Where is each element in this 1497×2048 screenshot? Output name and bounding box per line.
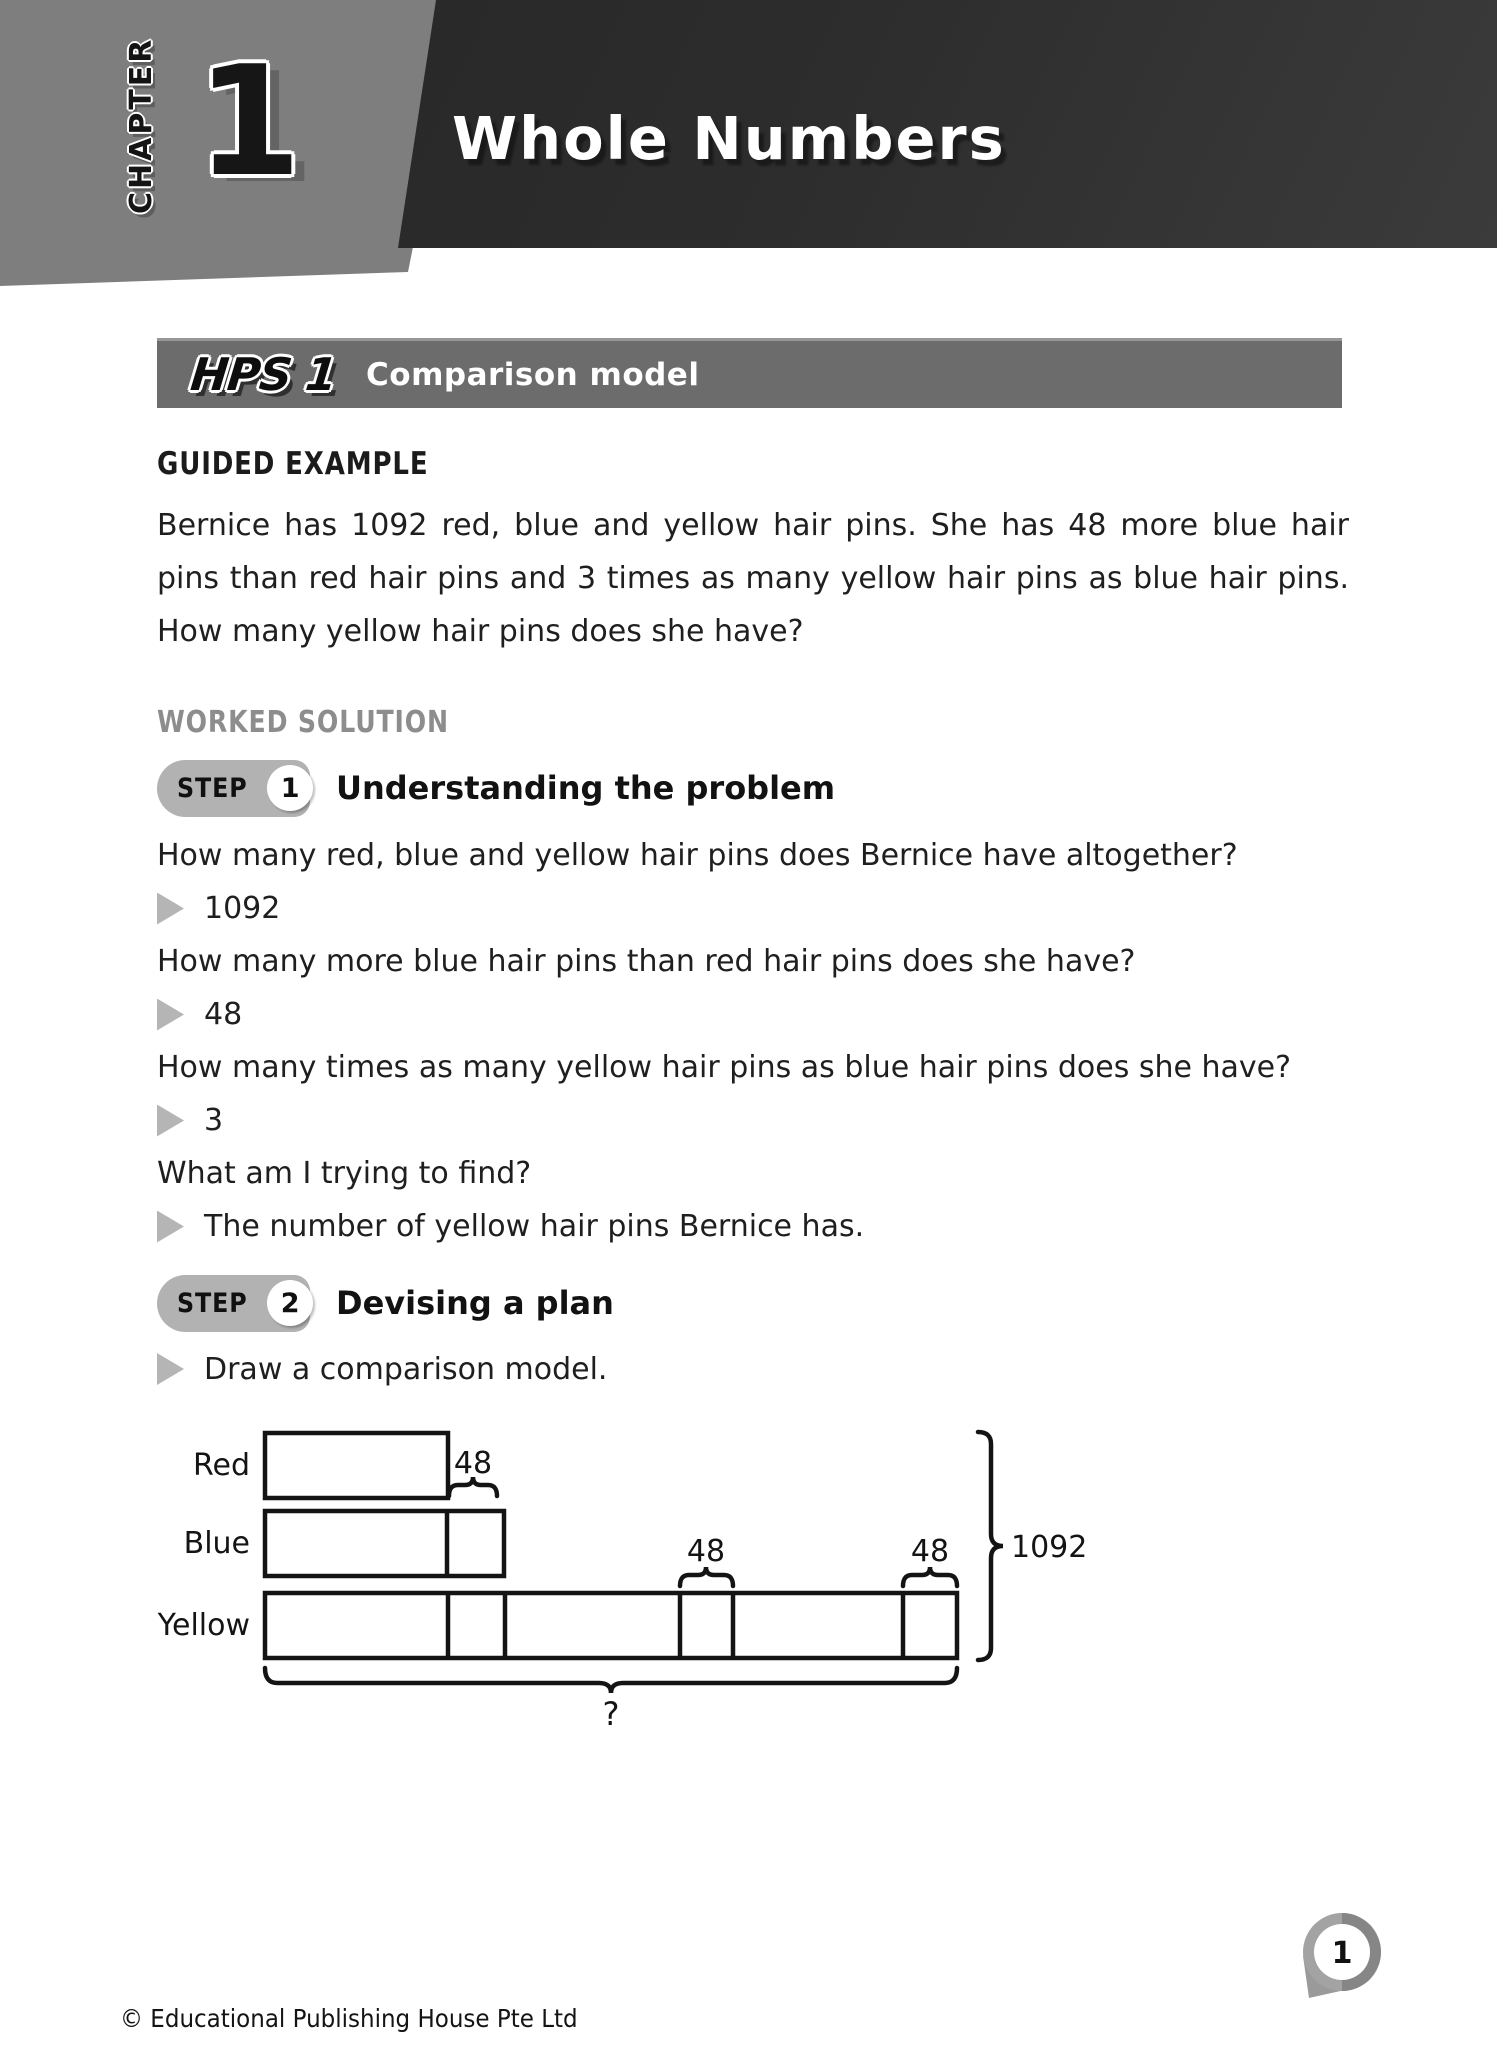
brace-48-yellow-1 — [680, 1567, 733, 1586]
segment-48-label-2: 48 — [686, 1534, 726, 1569]
model-bars — [265, 1433, 957, 1658]
answer-text: The number of yellow hair pins Bernice has. — [204, 1209, 865, 1244]
answer-line — [157, 882, 1417, 935]
brace-total — [978, 1432, 1003, 1660]
step-2-row — [157, 1272, 614, 1334]
question-line: What am I trying to find? — [157, 1156, 532, 1191]
step-2-badge — [157, 1275, 310, 1332]
diagram-label-red: Red — [193, 1448, 250, 1483]
guided-example-heading: GUIDED EXAMPLE — [157, 446, 429, 482]
answer-arrow-icon — [157, 1353, 184, 1385]
page-number-badge — [1299, 1910, 1387, 2000]
step-number-circle: 2 — [267, 1280, 313, 1326]
diagram-label-yellow: Yellow — [157, 1608, 250, 1643]
diagram-label-blue: Blue — [183, 1526, 250, 1561]
brace-48-yellow-2 — [903, 1567, 957, 1586]
problem-text: Bernice has 1092 red, blue and yellow hair pins. She has 48 more blue hair pins than red hair pins and 3 times as many yellow hair pins as blue hair pins. How many yellow hair pins does she have? — [157, 508, 1349, 649]
step-number-circle: 1 — [267, 765, 313, 811]
chapter-number: 1 — [196, 33, 302, 210]
segment-48-label-3: 48 — [910, 1534, 950, 1569]
question-line: How many more blue hair pins than red hair pins does she have? — [157, 944, 1136, 979]
question-line: How many times as many yellow hair pins as blue hair pins does she have? — [157, 1050, 1292, 1085]
answer-arrow-icon — [157, 893, 184, 925]
page-title: Whole Numbers — [452, 104, 1006, 173]
section-title: Comparison model — [366, 356, 700, 393]
answer-text: 48 — [204, 997, 243, 1032]
unknown-label: ? — [602, 1695, 620, 1733]
step-1-badge — [157, 760, 310, 817]
answer-text: 1092 — [204, 891, 281, 926]
instruction-line — [157, 1344, 607, 1394]
step-1-title: Understanding the problem — [336, 769, 836, 807]
answer-line — [157, 1200, 1417, 1253]
answer-arrow-icon — [157, 1211, 184, 1243]
step-word: STEP — [177, 1287, 248, 1319]
total-label: 1092 — [1011, 1530, 1088, 1565]
instruction-text: Draw a comparison model. — [204, 1351, 608, 1387]
step-1-row — [157, 757, 835, 819]
hps-badge: HPS 1 — [188, 348, 339, 401]
page-number: 1 — [1331, 1936, 1353, 1971]
answer-line — [157, 1094, 1417, 1147]
copyright-text: © Educational Publishing House Pte Ltd — [120, 2004, 578, 2033]
segment-48-label-1: 48 — [453, 1446, 493, 1481]
yellow-bar — [265, 1593, 957, 1658]
answer-arrow-icon — [157, 1105, 184, 1137]
worked-solution-heading: WORKED SOLUTION — [157, 705, 449, 740]
question-line: How many red, blue and yellow hair pins does Bernice have altogether? — [157, 838, 1238, 873]
answer-text: 3 — [204, 1103, 224, 1138]
answer-line — [157, 988, 1417, 1041]
red-bar — [265, 1433, 448, 1498]
question-answer-list — [157, 829, 1417, 1253]
brace-unknown — [265, 1668, 957, 1693]
blue-bar — [265, 1511, 504, 1576]
comparison-model-diagram — [140, 1425, 1100, 1737]
step-2-title: Devising a plan — [336, 1284, 614, 1322]
chapter-label: CHAPTER — [124, 36, 159, 214]
step-word: STEP — [177, 772, 248, 804]
section-bar — [157, 338, 1342, 408]
answer-arrow-icon — [157, 999, 184, 1031]
